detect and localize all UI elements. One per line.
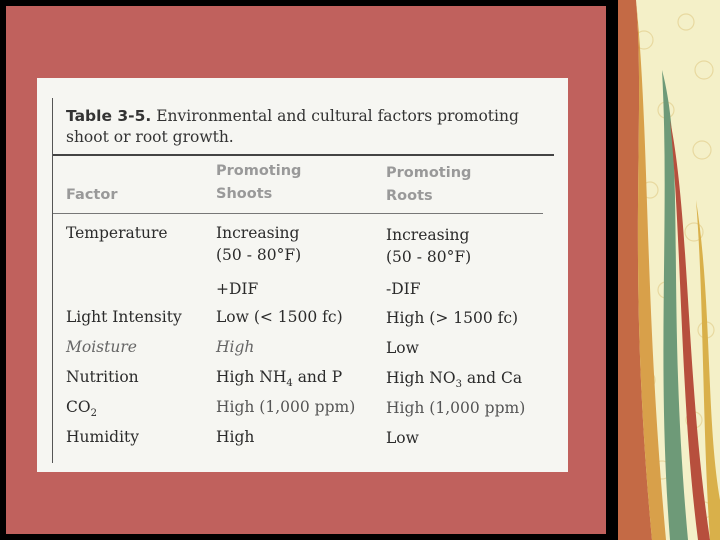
header-shoots-line1: Promoting: [216, 163, 302, 179]
row-light-shoots: Low (< 1500 fc): [216, 308, 343, 326]
table-caption: [66, 106, 546, 148]
header-shoots-line2: Shoots: [216, 186, 273, 202]
row-humidity-shoots: High: [216, 428, 255, 446]
row-nutrition-factor: Nutrition: [66, 368, 139, 386]
nutrition-shoots-subscript: 4: [286, 378, 293, 390]
header-rule: [53, 213, 543, 214]
co2-subscript: 2: [90, 408, 97, 420]
nutrition-roots-text: High NO: [386, 369, 456, 387]
row-temperature-roots-1: Increasing: [386, 226, 470, 244]
header-factor: Factor: [66, 187, 118, 203]
caption-label: Table 3-5.: [66, 107, 152, 125]
row-moisture-shoots: High: [216, 338, 255, 356]
co2-text: CO: [66, 398, 91, 416]
row-temperature-roots-3: -DIF: [386, 280, 421, 298]
row-temperature-shoots-3: +DIF: [216, 280, 259, 298]
table-scan: [37, 78, 568, 472]
row-light-roots: High (> 1500 fc): [386, 309, 519, 327]
nutrition-shoots-text-end: and P: [292, 368, 343, 386]
header-roots-line1: Promoting: [386, 165, 472, 181]
caption-text: Environmental and cultural factors promoting shoot or root growth.: [66, 107, 519, 146]
row-moisture-factor: Moisture: [66, 338, 137, 356]
nutrition-roots-subscript: 3: [455, 379, 462, 391]
row-moisture-roots: Low: [386, 339, 419, 357]
row-light-factor: Light Intensity: [66, 308, 182, 326]
row-humidity-roots: Low: [386, 429, 419, 447]
row-co2-factor: [66, 396, 97, 425]
row-nutrition-shoots: [216, 366, 342, 395]
caption-rule: [53, 154, 554, 156]
table-frame: [52, 98, 554, 463]
row-temperature-shoots-1: Increasing: [216, 224, 300, 242]
row-humidity-factor: Humidity: [66, 428, 140, 446]
row-co2-roots: High (1,000 ppm): [386, 399, 526, 417]
row-temperature-roots-2: (50 - 80°F): [386, 248, 472, 266]
row-nutrition-roots: [386, 367, 522, 396]
header-roots-line2: Roots: [386, 188, 433, 204]
nutrition-roots-text-end: and Ca: [461, 369, 523, 387]
row-temperature-factor: Temperature: [66, 224, 168, 242]
nutrition-shoots-text: High NH: [216, 368, 287, 386]
row-temperature-shoots-2: (50 - 80°F): [216, 246, 302, 264]
decorative-border: [606, 0, 720, 540]
row-co2-shoots: High (1,000 ppm): [216, 398, 356, 416]
